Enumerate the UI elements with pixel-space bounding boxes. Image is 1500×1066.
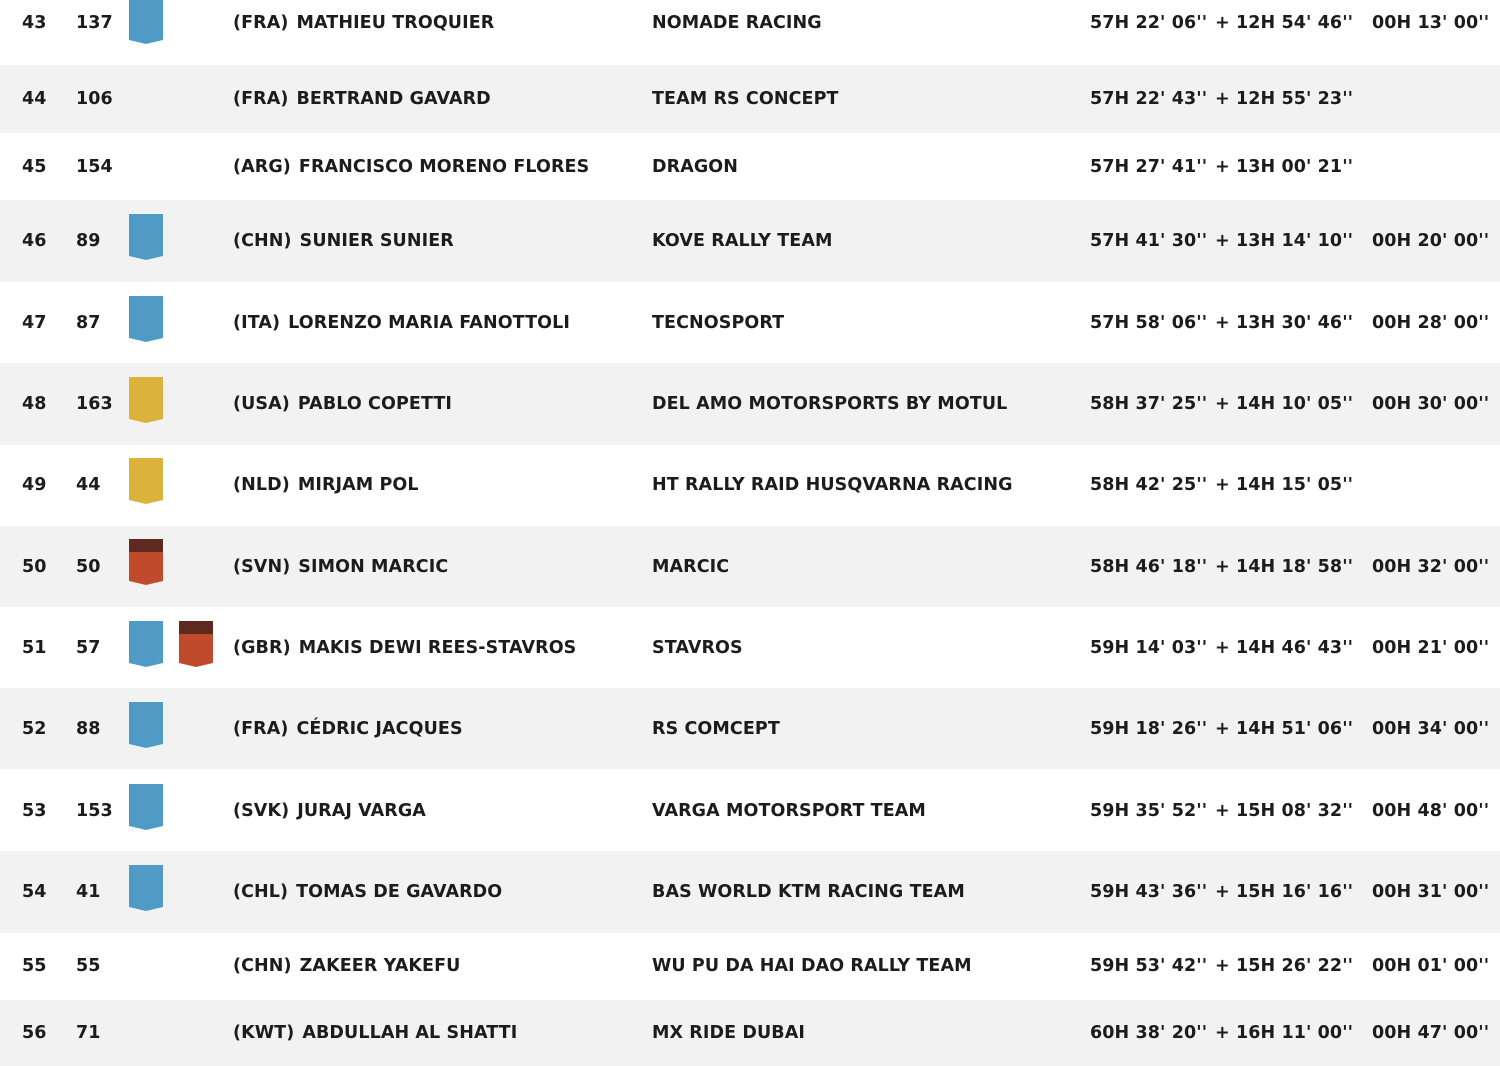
rider-cell (233, 719, 463, 739)
rider-cell (233, 956, 460, 976)
rider-name: MAKIS DEWI REES-STAVROS (298, 638, 577, 658)
gap-cell: + 16H 11' 00'' (1215, 1023, 1354, 1043)
gap-cell: + 13H 00' 21'' (1215, 157, 1354, 177)
team-cell: MARCIC (652, 556, 730, 577)
position-cell: 54 (22, 882, 47, 902)
country-code: (NLD) (233, 475, 290, 495)
total-time-cell: 57H 58' 06'' (1090, 313, 1208, 333)
gold-category-badge-icon (129, 377, 163, 423)
total-time-cell: 58H 37' 25'' (1090, 394, 1208, 414)
position-cell: 45 (22, 157, 47, 177)
table-row[interactable] (0, 444, 1500, 526)
country-code: (USA) (233, 394, 290, 414)
bib-number-cell: 44 (76, 475, 101, 495)
rider-cell (233, 557, 448, 577)
table-row[interactable] (0, 607, 1500, 689)
team-cell: BAS WORLD KTM RACING TEAM (652, 882, 965, 902)
bib-number-cell: 163 (76, 394, 113, 414)
table-row[interactable] (0, 363, 1500, 445)
team-cell: DEL AMO MOTORSPORTS BY MOTUL (652, 394, 1008, 414)
total-time-cell: 59H 14' 03'' (1090, 638, 1208, 658)
bib-number-cell: 88 (76, 718, 101, 739)
country-code: (CHL) (233, 882, 289, 902)
penalty-cell: 00H 01' 00'' (1372, 956, 1490, 976)
rider-cell (233, 1023, 517, 1043)
penalty-cell: 00H 28' 00'' (1372, 313, 1490, 333)
table-row[interactable] (0, 65, 1500, 133)
penalty-cell: 00H 48' 00'' (1372, 801, 1490, 821)
rider-name: BERTRAND GAVARD (296, 89, 491, 109)
rider-name: MATHIEU TROQUIER (296, 12, 495, 33)
total-time-cell: 59H 53' 42'' (1090, 956, 1208, 976)
blue-category-badge-icon (129, 702, 163, 748)
team-cell: NOMADE RACING (652, 12, 822, 33)
team-cell: TECNOSPORT (652, 313, 785, 333)
gold-category-badge-icon (129, 458, 163, 504)
rider-cell (233, 882, 502, 902)
rider-cell (233, 89, 491, 109)
country-code: (CHN) (233, 231, 292, 251)
rider-cell (233, 13, 494, 33)
table-row[interactable] (0, 770, 1500, 852)
position-cell: 48 (22, 394, 47, 414)
country-code: (FRA) (233, 89, 289, 109)
rider-name: PABLO COPETTI (297, 394, 453, 414)
gap-cell: + 12H 55' 23'' (1215, 89, 1354, 109)
position-cell: 44 (22, 89, 47, 109)
rider-cell (233, 475, 419, 495)
total-time-cell: 57H 27' 41'' (1090, 157, 1208, 177)
red-category-badge-icon (129, 539, 163, 585)
team-cell: STAVROS (652, 638, 743, 658)
gap-cell: + 13H 30' 46'' (1215, 313, 1354, 333)
team-cell: VARGA MOTORSPORT TEAM (652, 801, 926, 821)
bib-number-cell: 71 (76, 1023, 101, 1043)
blue-category-badge-icon (129, 865, 163, 911)
bib-number-cell: 87 (76, 313, 101, 333)
position-cell: 52 (22, 718, 47, 739)
total-time-cell: 58H 42' 25'' (1090, 475, 1208, 495)
gap-cell: + 13H 14' 10'' (1215, 231, 1354, 251)
bib-number-cell: 89 (76, 231, 101, 251)
penalty-cell: 00H 30' 00'' (1372, 394, 1490, 414)
rider-name: FRANCISCO MORENO FLORES (298, 157, 590, 177)
position-cell: 56 (22, 1023, 47, 1043)
rider-name: SIMON MARCIC (298, 556, 449, 577)
country-code: (FRA) (233, 12, 289, 33)
bib-number-cell: 154 (76, 157, 113, 177)
position-cell: 55 (22, 956, 47, 976)
table-row[interactable] (0, 0, 1500, 65)
position-cell: 50 (22, 556, 47, 577)
blue-category-badge-icon (129, 784, 163, 830)
bib-number-cell: 55 (76, 956, 101, 976)
country-code: (SVN) (233, 556, 291, 577)
bib-number-cell: 57 (76, 638, 101, 658)
blue-category-badge-icon (129, 296, 163, 342)
gap-cell: + 14H 46' 43'' (1215, 638, 1354, 658)
position-cell: 53 (22, 801, 47, 821)
bib-number-cell: 137 (76, 12, 113, 33)
gap-cell: + 14H 51' 06'' (1215, 718, 1354, 739)
penalty-cell: 00H 13' 00'' (1372, 12, 1490, 33)
bib-number-cell: 41 (76, 882, 101, 902)
red-category-badge-icon (179, 621, 213, 667)
bib-number-cell: 106 (76, 89, 113, 109)
rider-cell (233, 157, 589, 177)
rider-name: SUNIER SUNIER (299, 231, 454, 251)
blue-category-badge-icon (129, 621, 163, 667)
rider-name: LORENZO MARIA FANOTTOLI (288, 313, 570, 333)
position-cell: 49 (22, 475, 47, 495)
table-row[interactable] (0, 932, 1500, 1000)
team-cell: TEAM RS CONCEPT (652, 89, 839, 109)
rider-name: CÉDRIC JACQUES (296, 718, 463, 739)
country-code: (CHN) (233, 956, 292, 976)
country-code: (ARG) (233, 157, 291, 177)
penalty-cell: 00H 31' 00'' (1372, 882, 1490, 902)
bib-number-cell: 50 (76, 556, 101, 577)
gap-cell: + 14H 10' 05'' (1215, 394, 1354, 414)
gap-cell: + 15H 08' 32'' (1215, 801, 1354, 821)
penalty-cell: 00H 20' 00'' (1372, 231, 1490, 251)
penalty-cell: 00H 21' 00'' (1372, 638, 1490, 658)
penalty-cell: 00H 47' 00'' (1372, 1023, 1490, 1043)
position-cell: 47 (22, 313, 47, 333)
table-row[interactable] (0, 1000, 1500, 1066)
total-time-cell: 59H 43' 36'' (1090, 882, 1208, 902)
blue-category-badge-icon (129, 214, 163, 260)
country-code: (FRA) (233, 718, 289, 739)
gap-cell: + 15H 16' 16'' (1215, 882, 1354, 902)
penalty-cell: 00H 32' 00'' (1372, 556, 1490, 577)
team-cell: HT RALLY RAID HUSQVARNA RACING (652, 475, 1013, 495)
rider-cell (233, 313, 570, 333)
team-cell: RS COMCEPT (652, 718, 780, 739)
total-time-cell: 58H 46' 18'' (1090, 556, 1208, 577)
total-time-cell: 57H 22' 06'' (1090, 12, 1208, 33)
country-code: (KWT) (233, 1023, 295, 1043)
rider-cell (233, 638, 576, 658)
gap-cell: + 14H 15' 05'' (1215, 475, 1354, 495)
rider-cell (233, 801, 426, 821)
rider-name: ZAKEER YAKEFU (299, 956, 461, 976)
rider-cell (233, 394, 452, 414)
gap-cell: + 15H 26' 22'' (1215, 956, 1354, 976)
gap-cell: + 12H 54' 46'' (1215, 12, 1354, 33)
country-code: (GBR) (233, 638, 291, 658)
table-row[interactable] (0, 526, 1500, 607)
table-row[interactable] (0, 851, 1500, 933)
country-code: (ITA) (233, 313, 281, 333)
table-row[interactable] (0, 688, 1500, 769)
team-cell: WU PU DA HAI DAO RALLY TEAM (652, 956, 972, 976)
bib-number-cell: 153 (76, 801, 113, 821)
rider-cell (233, 231, 454, 251)
table-row[interactable] (0, 133, 1500, 201)
blue-category-badge-icon (129, 0, 163, 44)
position-cell: 51 (22, 638, 47, 658)
position-cell: 46 (22, 231, 47, 251)
total-time-cell: 59H 18' 26'' (1090, 718, 1208, 739)
team-cell: DRAGON (652, 157, 739, 177)
total-time-cell: 57H 22' 43'' (1090, 89, 1208, 109)
total-time-cell: 60H 38' 20'' (1090, 1023, 1208, 1043)
gap-cell: + 14H 18' 58'' (1215, 556, 1354, 577)
table-row[interactable] (0, 200, 1500, 282)
rider-name: JURAJ VARGA (297, 801, 426, 821)
team-cell: KOVE RALLY TEAM (652, 231, 833, 251)
team-cell: MX RIDE DUBAI (652, 1023, 805, 1043)
country-code: (SVK) (233, 801, 290, 821)
rider-name: MIRJAM POL (297, 475, 419, 495)
rider-name: TOMAS DE GAVARDO (296, 882, 503, 902)
rider-name: ABDULLAH AL SHATTI (302, 1023, 518, 1043)
total-time-cell: 57H 41' 30'' (1090, 231, 1208, 251)
total-time-cell: 59H 35' 52'' (1090, 801, 1208, 821)
position-cell: 43 (22, 12, 47, 33)
table-row[interactable] (0, 282, 1500, 364)
penalty-cell: 00H 34' 00'' (1372, 718, 1490, 739)
